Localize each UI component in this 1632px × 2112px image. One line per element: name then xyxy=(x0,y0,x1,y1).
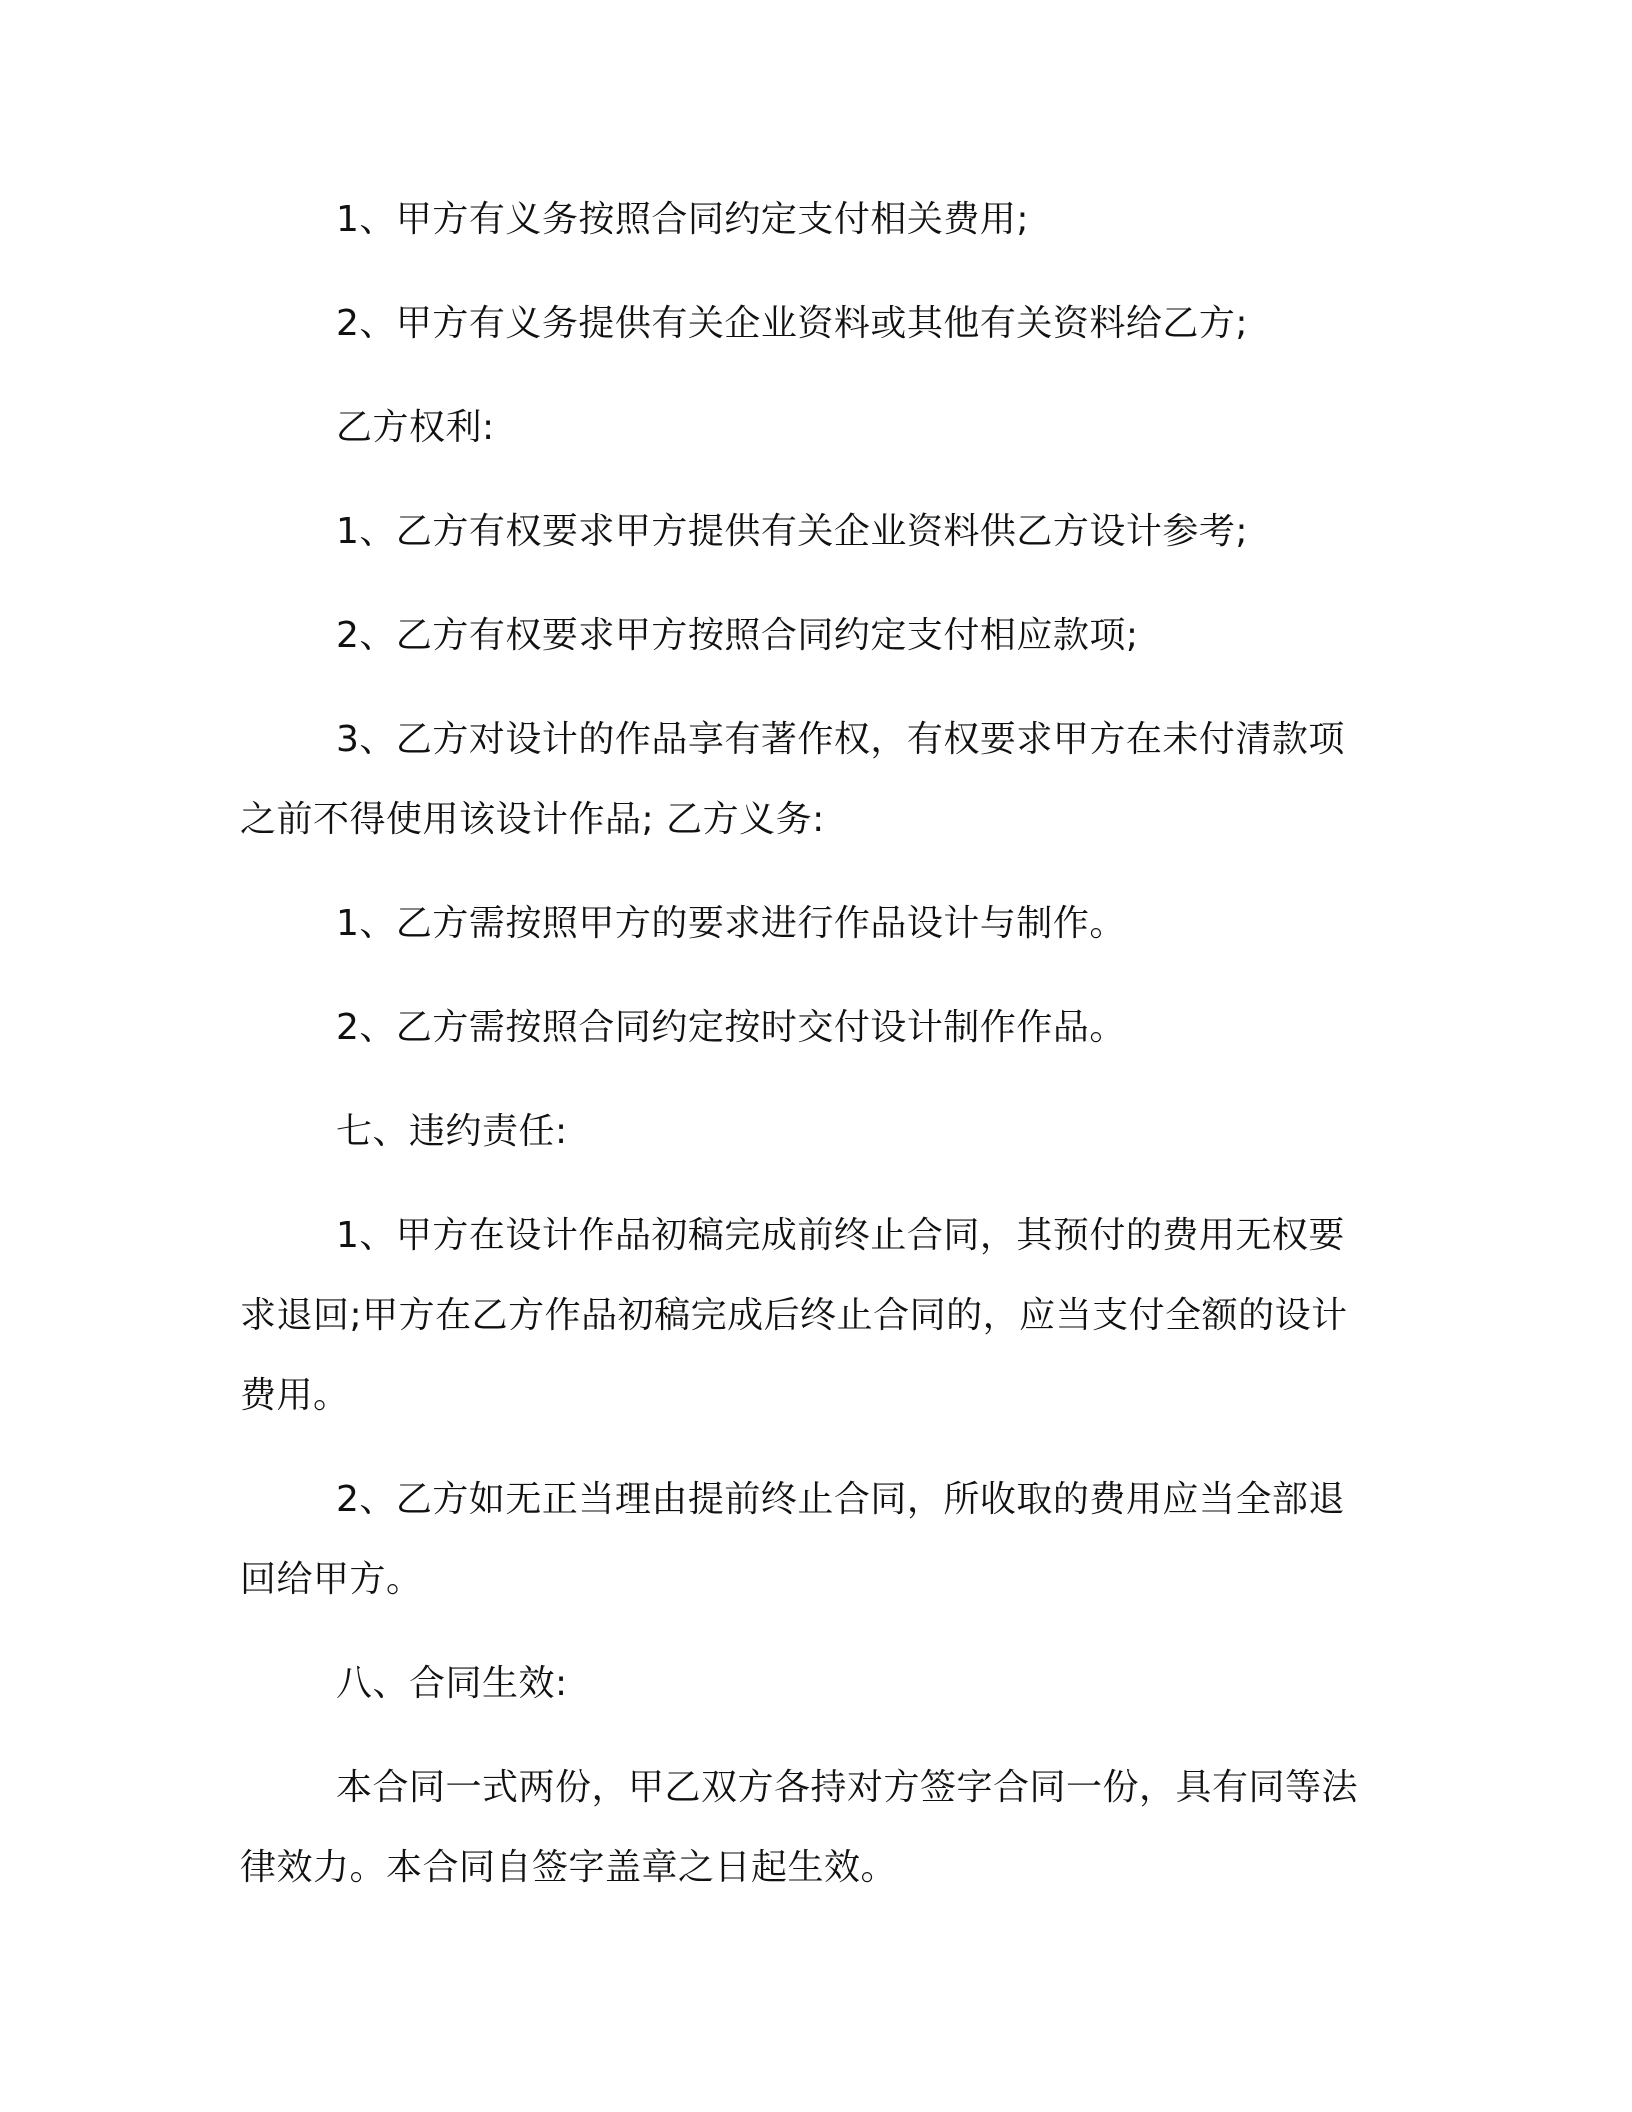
section-breach-liability: 七、违约责任: xyxy=(336,1111,568,1152)
paragraph-gap xyxy=(240,468,1370,492)
paragraph-gap xyxy=(240,964,1370,988)
paragraph-party-a-duty-2: 2、甲方有义务提供有关企业资料或其他有关资料给乙方; xyxy=(336,303,1249,344)
section-party-b-rights: 乙方权利: xyxy=(336,407,495,448)
paragraph-party-b-right-2: 2、乙方有权要求甲方按照合同约定支付相应款项; xyxy=(336,615,1139,656)
paragraph-gap xyxy=(240,364,1370,388)
paragraph-gap xyxy=(240,1068,1370,1092)
paragraph-gap xyxy=(240,572,1370,596)
paragraph-party-b-duty-1: 1、乙方需按照甲方的要求进行作品设计与制作。 xyxy=(336,903,1126,944)
paragraph-gap xyxy=(240,1436,1370,1460)
paragraph-gap xyxy=(240,1724,1370,1748)
paragraph-gap xyxy=(240,1172,1370,1196)
document-body xyxy=(240,180,1370,1908)
paragraph-breach-2: 2、乙方如无正当理由提前终止合同，所收取的费用应当全部退回给甲方。 xyxy=(240,1479,1345,1600)
paragraph-contract-effect: 本合同一式两份，甲乙双方各持对方签字合同一份，具有同等法律效力。本合同自签字盖章之日起生效。 xyxy=(240,1767,1359,1888)
paragraph-party-b-duty-2: 2、乙方需按照合同约定按时交付设计制作作品。 xyxy=(336,1007,1126,1048)
paragraph-gap xyxy=(240,860,1370,884)
paragraph-breach-1: 1、甲方在设计作品初稿完成前终止合同，其预付的费用无权要求退回;甲方在乙方作品初稿完成后终止合同的，应当支付全额的设计费用。 xyxy=(240,1215,1348,1416)
paragraph-gap xyxy=(240,676,1370,700)
paragraph-party-a-duty-1: 1、甲方有义务按照合同约定支付相关费用; xyxy=(336,199,1030,240)
paragraph-party-b-right-1: 1、乙方有权要求甲方提供有关企业资料供乙方设计参考; xyxy=(336,511,1249,552)
section-contract-effect: 八、合同生效: xyxy=(336,1663,568,1704)
paragraph-gap xyxy=(240,260,1370,284)
paragraph-party-b-right-3: 3、乙方对设计的作品享有著作权，有权要求甲方在未付清款项之前不得使用该设计作品; 乙方义务: xyxy=(240,719,1345,840)
paragraph-gap xyxy=(240,1620,1370,1644)
